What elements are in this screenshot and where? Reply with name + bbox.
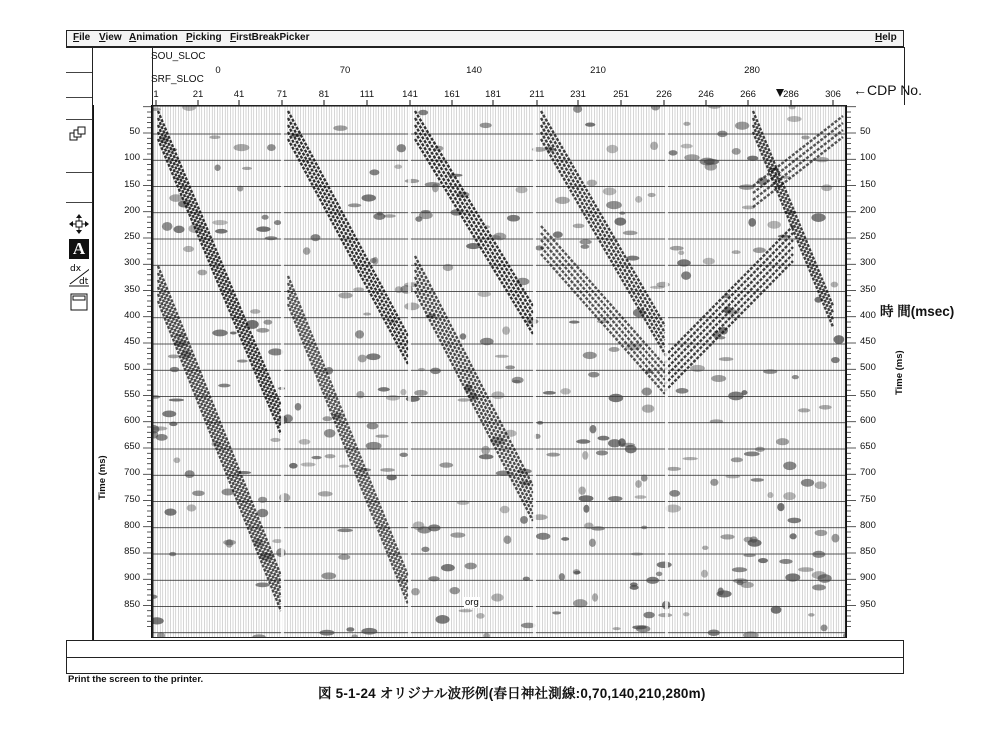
left-tick-label: 300 (124, 257, 140, 269)
source-position-label: 70 (339, 65, 351, 76)
menu-picking[interactable]: Picking (186, 32, 222, 43)
right-tick-label: 500 (860, 362, 876, 374)
source-position-label: 140 (466, 65, 482, 76)
seismic-traces (153, 106, 846, 638)
menu-bar (66, 30, 904, 47)
divider (66, 47, 904, 48)
cdp-tick-label: 1 (153, 89, 159, 100)
left-tick-label: 550 (124, 388, 140, 400)
cdp-number-label: ←CDP No. (853, 82, 922, 98)
left-tick-label: 150 (124, 178, 140, 190)
time-msec-label: 時 間(msec) (880, 304, 955, 319)
figure-caption: 図 5-1-24 オリジナル波形例(春日神社測線:0,70,140,210,280m) (318, 686, 706, 701)
menu-first-break-picker[interactable]: FirstBreakPicker (230, 32, 310, 43)
left-tick-label: 600 (124, 414, 140, 426)
seismic-display[interactable] (152, 105, 846, 638)
cdp-tick-label: 211 (529, 89, 545, 100)
right-tick-label: 150 (860, 178, 876, 190)
print-icon[interactable] (69, 292, 89, 312)
left-tick-label: 200 (124, 204, 140, 216)
right-tick-label: 600 (860, 414, 876, 426)
cdp-tick-label: 231 (570, 89, 586, 100)
svg-text:dx: dx (70, 264, 82, 274)
cdp-tick-label: 246 (698, 89, 714, 100)
right-tick-label: 400 (860, 309, 876, 321)
tool-column (66, 47, 93, 640)
right-tick-label: 900 (860, 572, 876, 584)
right-tick-label: 750 (860, 493, 876, 505)
right-axis-ticks (846, 105, 876, 640)
cdp-tick-label: 226 (656, 89, 672, 100)
right-axis-title: Time (ms) (894, 350, 905, 395)
left-tick-label: 900 (124, 572, 140, 584)
left-tick-label: 450 (124, 336, 140, 347)
source-position-label: 280 (744, 65, 760, 76)
windows-icon[interactable] (69, 125, 89, 145)
left-axis-ticks (93, 105, 152, 640)
left-tick-label: 750 (124, 493, 140, 505)
menu-file[interactable]: File (73, 32, 91, 43)
status-bar-lower (66, 658, 904, 674)
left-tick-label: 850 (124, 546, 140, 557)
left-tick-label: 100 (124, 152, 140, 164)
right-tick-label: 250 (860, 231, 876, 242)
cdp-tick-label: 181 (485, 89, 501, 100)
move-icon[interactable] (69, 214, 89, 234)
right-tick-label: 850 (860, 546, 876, 557)
svg-text:dt: dt (79, 277, 89, 287)
current-position-marker-icon (775, 88, 785, 98)
left-tick-label: 700 (124, 467, 140, 479)
right-tick-label: 650 (860, 441, 876, 452)
srf-sloc-label: SRF_SLOC (151, 74, 204, 85)
cdp-tick-label: 81 (318, 89, 330, 100)
cdp-tick-label: 286 (783, 89, 799, 100)
right-tick-label: 100 (860, 152, 876, 164)
right-tick-label: 350 (860, 283, 876, 295)
right-tick-label: 800 (860, 519, 876, 531)
right-tick-label: 700 (860, 467, 876, 479)
left-axis-title: Time (ms) (97, 455, 108, 500)
sou-sloc-label: SOU_SLOC (151, 51, 206, 62)
source-position-label: 210 (590, 65, 606, 76)
left-tick-label: 500 (124, 362, 140, 374)
right-tick-label: 50 (860, 126, 871, 137)
cdp-tick-label: 266 (740, 89, 756, 100)
cdp-tick-label: 251 (613, 89, 629, 100)
right-tick-label: 300 (860, 257, 876, 269)
left-tick-label: 50 (129, 126, 140, 137)
cdp-tick-label: 141 (402, 89, 418, 100)
cdp-tick-label: 306 (825, 89, 841, 100)
right-tick-label: 950 (860, 598, 876, 610)
menu-view[interactable]: View (99, 32, 122, 43)
left-tick-label: 800 (124, 519, 140, 531)
left-tick-label: 350 (124, 283, 140, 295)
cdp-tick-label: 41 (233, 89, 245, 100)
left-tick-label: 400 (124, 309, 140, 321)
left-tick-label: 250 (124, 231, 140, 242)
marker-label: org (465, 597, 479, 608)
text-tool-icon[interactable]: A (69, 239, 89, 259)
menu-animation[interactable]: Animation (129, 32, 178, 43)
cdp-tick-label: 71 (276, 89, 288, 100)
left-tick-label: 850 (124, 598, 140, 610)
right-tick-label: 200 (860, 204, 876, 216)
source-position-label: 0 (215, 65, 221, 76)
right-tick-label: 450 (860, 336, 876, 347)
cdp-tick-label: 21 (192, 89, 204, 100)
cdp-tick-label: 111 (359, 89, 375, 100)
dx-dt-icon[interactable] (69, 265, 89, 285)
cdp-tick-label: 161 (444, 89, 460, 100)
status-bar-upper (66, 640, 904, 658)
right-tick-label: 550 (860, 388, 876, 400)
left-tick-label: 650 (124, 441, 140, 452)
menu-help[interactable]: Help (875, 32, 897, 43)
status-message: Print the screen to the printer. (68, 674, 204, 685)
